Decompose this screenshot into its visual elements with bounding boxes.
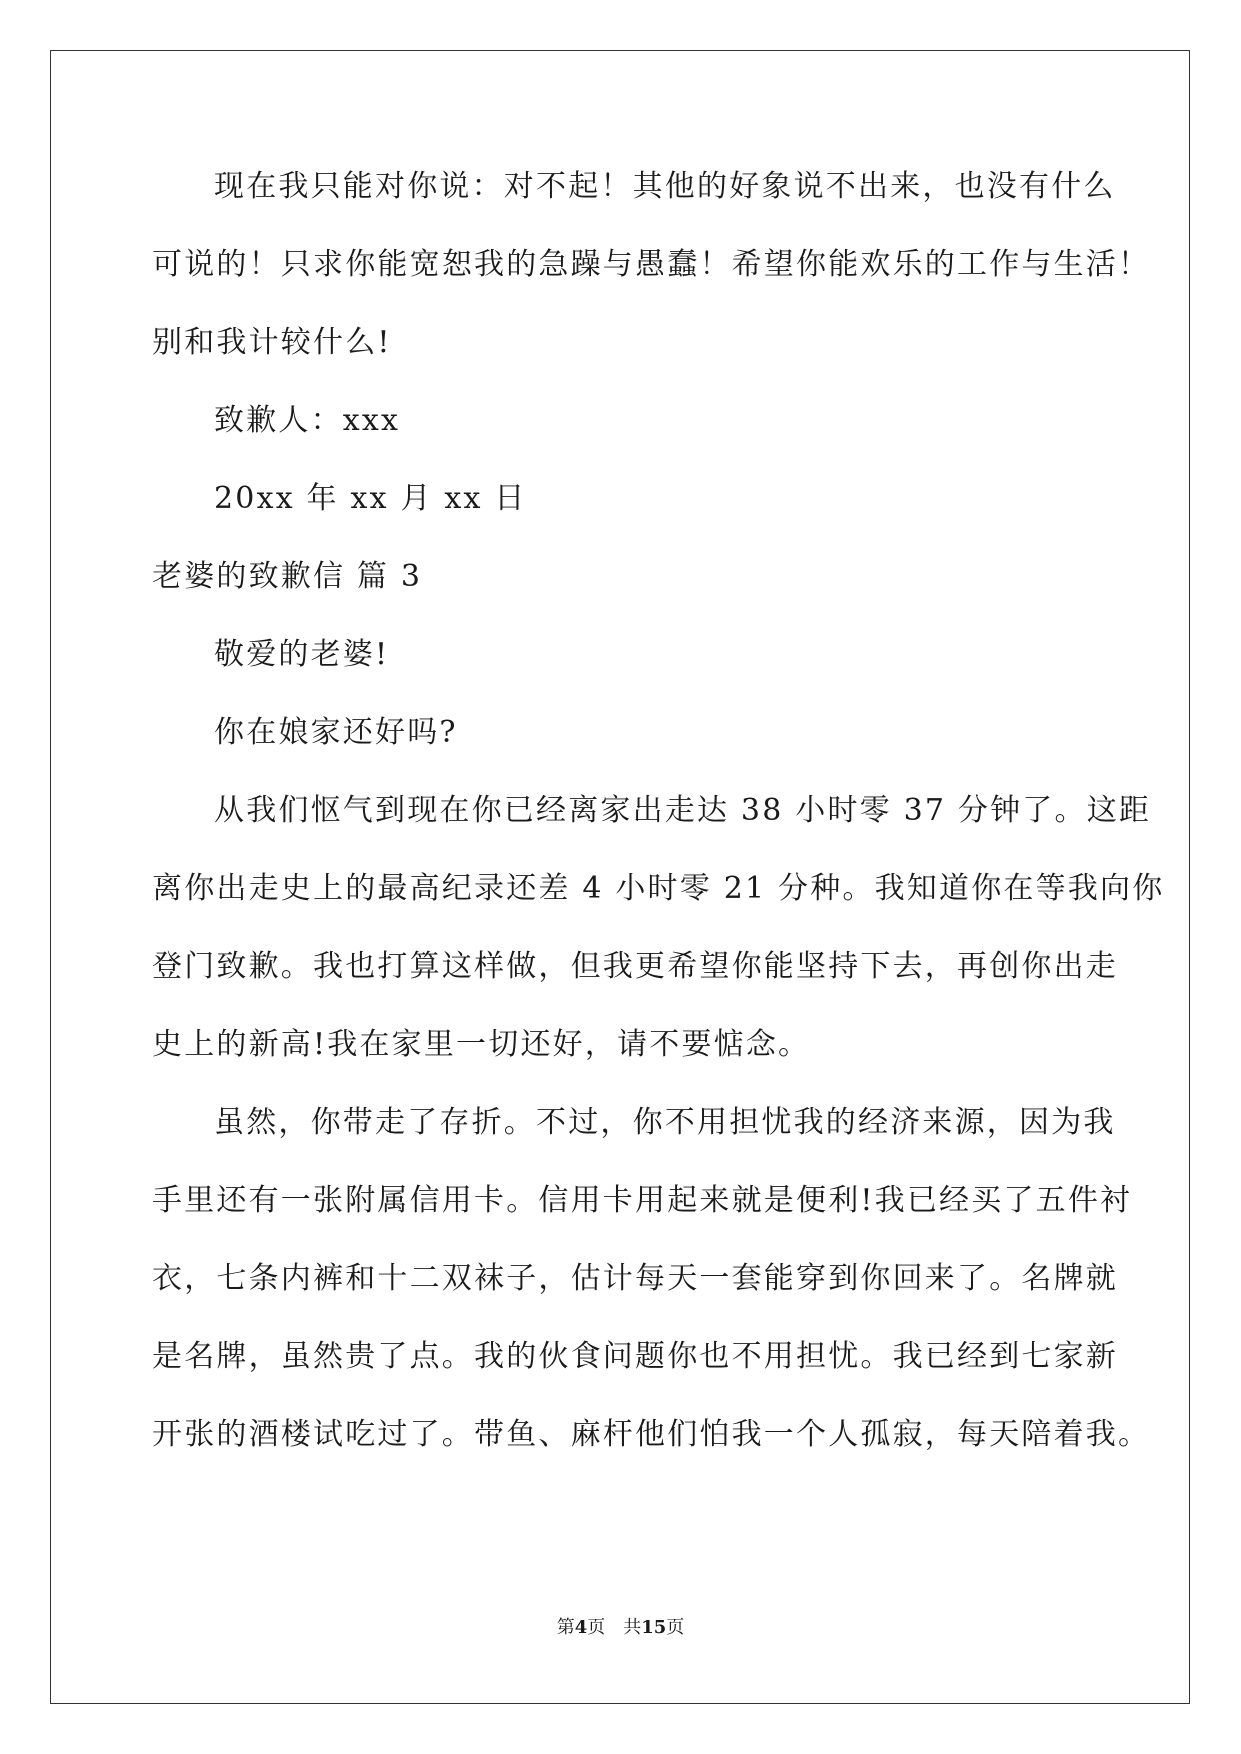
document-body — [152, 148, 1165, 1474]
page-prefix: 第 — [556, 1617, 575, 1638]
body-line: 手里还有一张附属信用卡。信用卡用起来就是便利!我已经买了五件衬 — [152, 1183, 1133, 1218]
body-line: 别和我计较什么! — [152, 325, 392, 360]
total-suffix: 页 — [666, 1617, 685, 1638]
total-pages: 15 — [641, 1617, 667, 1638]
page-number: 4 — [574, 1617, 588, 1638]
body-line: 虽然，你带走了存折。不过，你不用担忧我的经济来源，因为我 — [214, 1105, 1116, 1140]
body-line: 可说的！只求你能宽恕我的急躁与愚蠢！希望你能欢乐的工作与生活！ — [152, 247, 1151, 282]
body-line: 你在娘家还好吗? — [214, 715, 458, 750]
body-line: 衣，七条内裤和十二双袜子，估计每天一套能穿到你回来了。名牌就 — [152, 1261, 1118, 1296]
section-heading: 老婆的致歉信 篇 3 — [152, 559, 423, 594]
total-prefix: 共 — [623, 1617, 642, 1638]
page-footer — [0, 1616, 1241, 1640]
signature-line: 致歉人：xxx — [214, 403, 401, 438]
body-line: 登门致歉。我也打算这样做，但我更希望你能坚持下去，再创你出走 — [152, 949, 1118, 984]
date-line: 20xx 年 xx 月 xx 日 — [214, 481, 527, 516]
salutation-line: 敬爱的老婆! — [214, 637, 390, 672]
page-suffix: 页 — [587, 1617, 606, 1638]
body-line: 离你出走史上的最高纪录还差 4 小时零 21 分种。我知道你在等我向你 — [152, 871, 1165, 906]
body-line: 史上的新高!我在家里一切还好，请不要惦念。 — [152, 1027, 811, 1062]
body-line: 开张的酒楼试吃过了。带鱼、麻杆他们怕我一个人孤寂，每天陪着我。 — [152, 1417, 1151, 1452]
body-line: 现在我只能对你说：对不起！其他的好象说不出来，也没有什么 — [214, 169, 1116, 204]
body-line: 是名牌，虽然贵了点。我的伙食问题你也不用担忧。我已经到七家新 — [152, 1339, 1118, 1374]
body-line: 从我们怄气到现在你已经离家出走达 38 小时零 37 分钟了。这距 — [214, 793, 1152, 828]
